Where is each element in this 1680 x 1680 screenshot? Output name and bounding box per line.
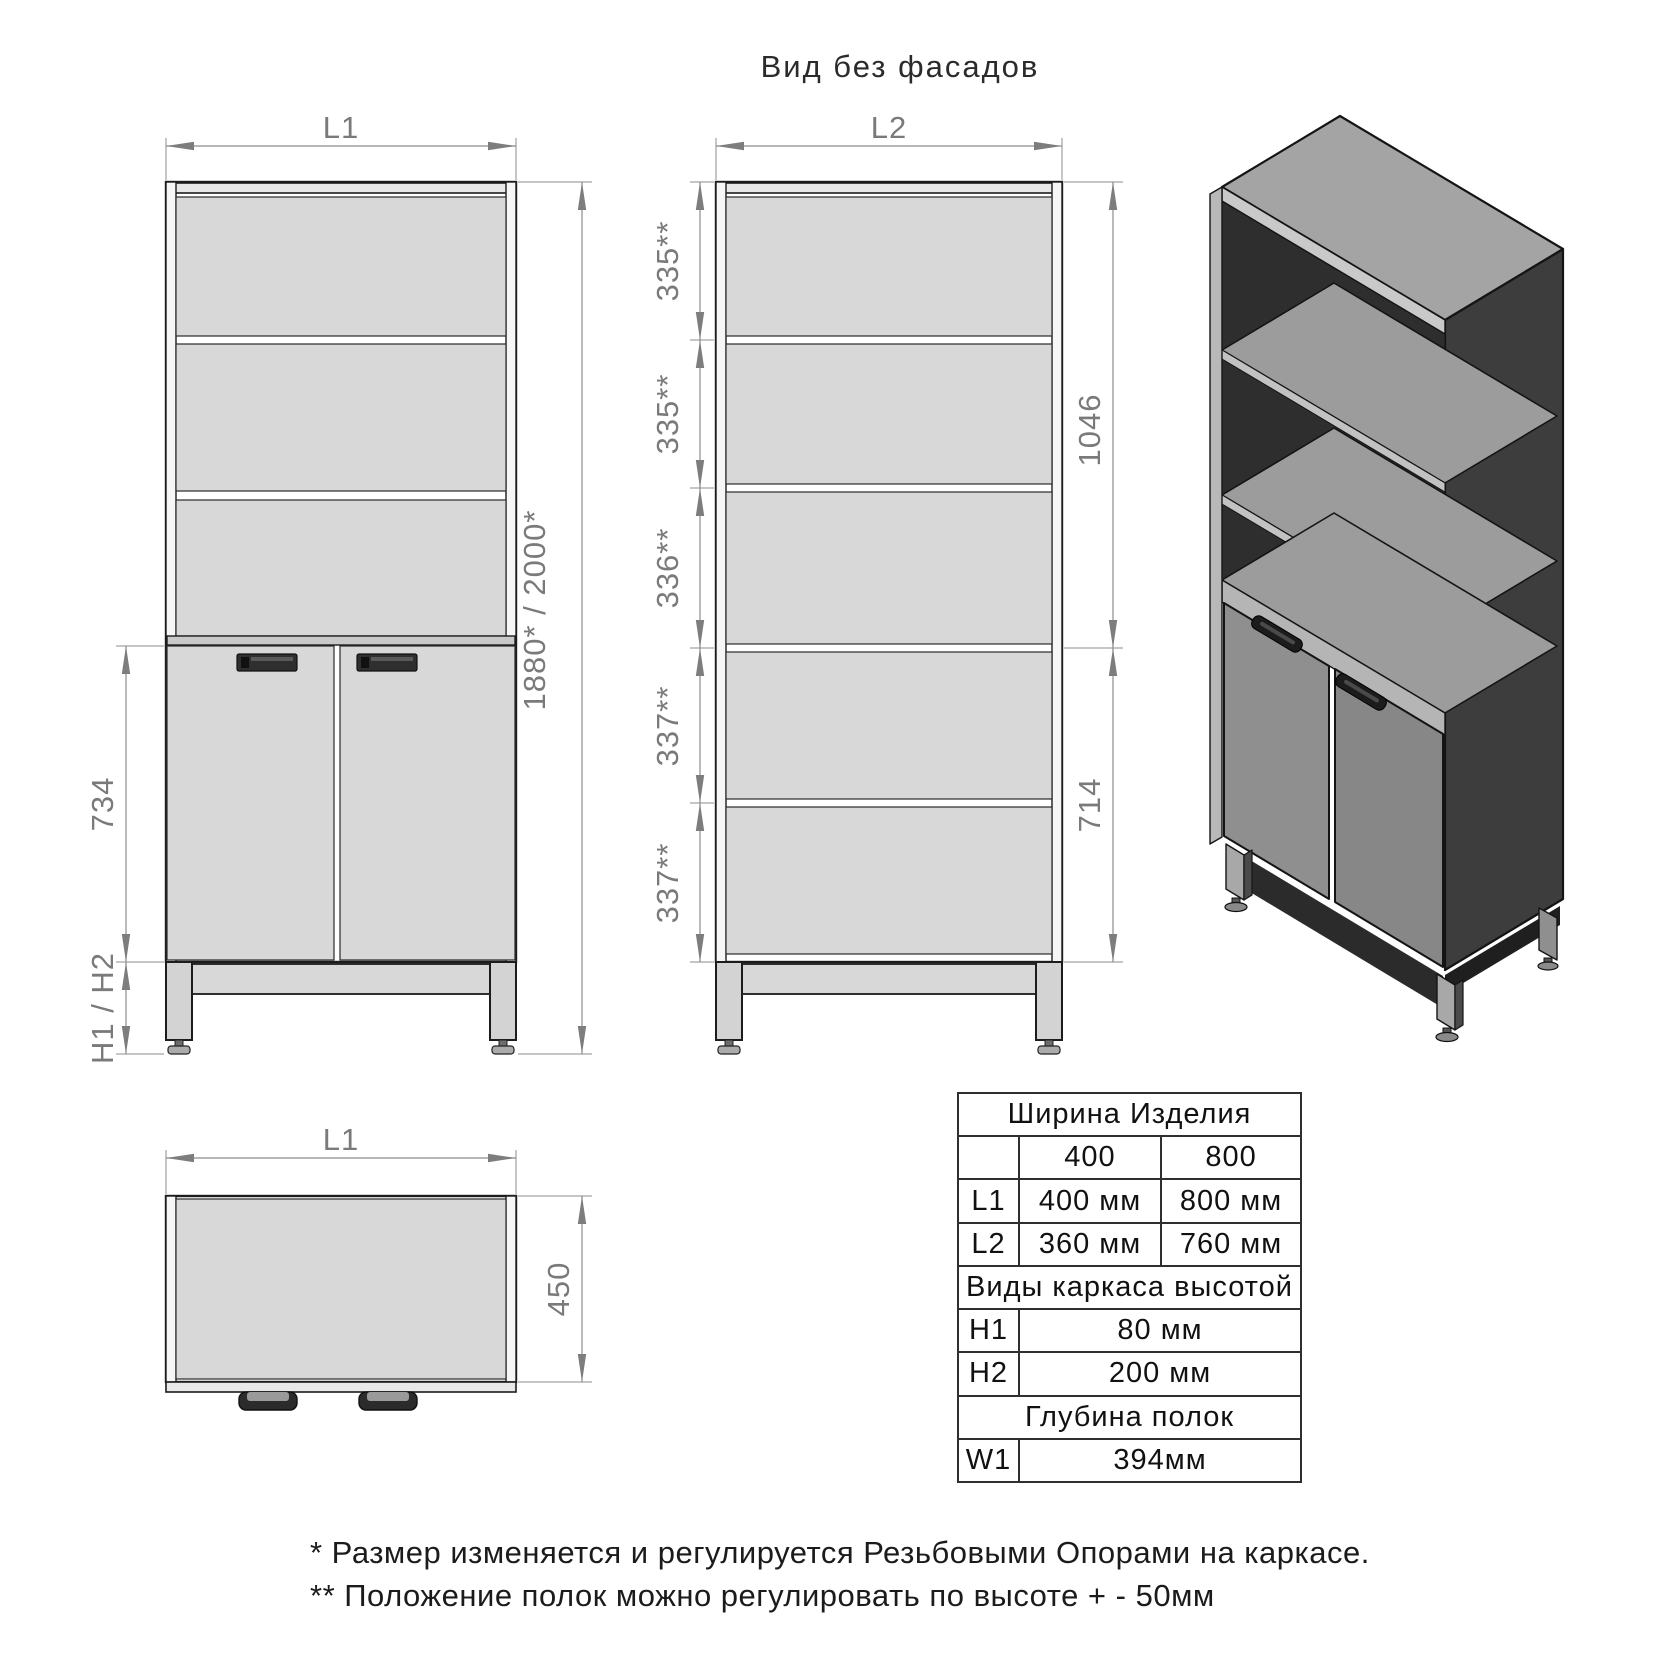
carcass-leg (716, 962, 742, 1040)
footnote-size-adjust: * Размер изменяется и регулируется Резьбовыми Опорами на каркасе. (310, 1535, 1370, 1570)
table-cell-value: 394мм (1019, 1439, 1301, 1482)
shelf-bay (726, 807, 1052, 954)
table-col-800: 800 (1161, 1136, 1301, 1179)
shelf-bay (726, 492, 1052, 644)
carcass-apron (742, 964, 1036, 994)
footnotes (310, 1531, 1370, 1617)
front-shelf-bay (176, 197, 506, 336)
dim-label-l1-top: L1 (322, 1122, 360, 1157)
front-door-right (340, 646, 515, 960)
front-leg (490, 962, 516, 1040)
table-col-400: 400 (1019, 1136, 1161, 1179)
shelf-bay (726, 652, 1052, 799)
table-row-label: L1 (958, 1179, 1019, 1222)
dim-label-total-height: 1880* / 2000* (517, 509, 552, 711)
top-surface (176, 1199, 506, 1379)
table-cell-value: 400 мм (1019, 1179, 1161, 1222)
table-row-label: W1 (958, 1439, 1019, 1482)
door-handle-icon (237, 654, 297, 671)
carcass-leg (1036, 962, 1062, 1040)
dim-label-shelf-spacing: 335** (650, 373, 685, 455)
table-header-depth: Глубина полок (958, 1396, 1301, 1439)
table-header-width: Ширина Изделия (958, 1093, 1301, 1136)
dim-label-shelf-spacing: 337** (650, 842, 685, 924)
adjustable-foot-icon (492, 1040, 514, 1054)
front-top-edge (167, 183, 515, 193)
table-row-label: H1 (958, 1309, 1019, 1352)
adjustable-foot-icon (168, 1040, 190, 1054)
table-row-label: H2 (958, 1352, 1019, 1395)
table-row-label: L2 (958, 1223, 1019, 1266)
dim-label-l2: L2 (870, 110, 908, 145)
door-handle-icon (359, 1392, 417, 1410)
footnote-shelf-adjust: ** Положение полок можно регулировать по высоте + - 50мм (310, 1578, 1215, 1613)
adjustable-foot-icon (1038, 1040, 1060, 1054)
dim-label-leg-height: H1 / H2 (85, 951, 120, 1065)
table-cell-value: 360 мм (1019, 1223, 1161, 1266)
table-header-frame: Виды каркаса высотой (958, 1266, 1301, 1309)
dim-label-upper-section: 1046 (1072, 393, 1107, 467)
iso-leg (1538, 908, 1558, 970)
dimensions-table (957, 1092, 1302, 1483)
door-handle-icon (357, 654, 417, 671)
carcass-view (650, 110, 1123, 1054)
front-view (85, 110, 592, 1064)
table-cell-value: 80 мм (1019, 1309, 1301, 1352)
dim-label-lower-section: 714 (1072, 777, 1107, 833)
dim-label-depth: 450 (541, 1261, 576, 1317)
front-door-left (167, 646, 334, 960)
table-cell-empty (958, 1136, 1019, 1179)
dim-label-shelf-spacing: 337** (650, 685, 685, 767)
front-leg (166, 962, 192, 1040)
front-divider (167, 636, 515, 645)
top-front-edge (166, 1382, 516, 1392)
isometric-view (1210, 116, 1563, 1042)
dim-label-shelf-spacing: 335** (650, 220, 685, 302)
adjustable-foot-icon (718, 1040, 740, 1054)
top-view (166, 1122, 592, 1410)
table-cell-value: 800 мм (1161, 1179, 1301, 1222)
dim-label-shelf-spacing: 336** (650, 527, 685, 609)
front-shelf-bay (176, 500, 506, 636)
iso-leg (1436, 974, 1463, 1042)
shelf-bay (726, 344, 1052, 484)
door-handle-icon (239, 1392, 297, 1410)
dim-label-door-height: 734 (85, 776, 120, 832)
page-title: Вид без фасадов (760, 49, 1040, 84)
table-cell-value: 760 мм (1161, 1223, 1301, 1266)
shelf-bay (726, 197, 1052, 336)
front-shelf-bay (176, 344, 506, 491)
table-cell-value: 200 мм (1019, 1352, 1301, 1395)
front-apron (192, 964, 490, 994)
iso-leg (1225, 844, 1252, 912)
dim-label-l1-front: L1 (322, 110, 360, 145)
